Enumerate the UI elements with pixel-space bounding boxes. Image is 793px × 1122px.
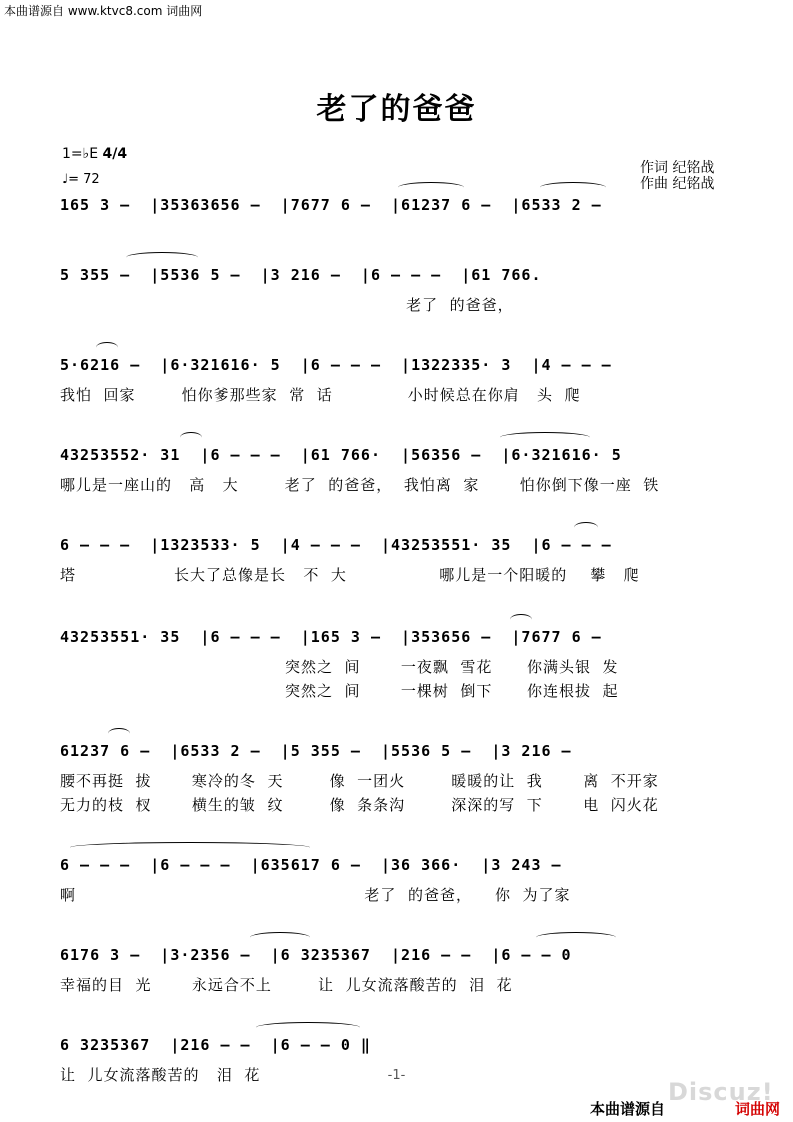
notation-line: 43253551· 35 |6 – – – |165 3 – |353656 – |7677 6 – xyxy=(60,628,602,646)
slur-mark xyxy=(536,932,616,943)
slur-mark xyxy=(180,432,202,443)
slur-mark xyxy=(256,1022,360,1033)
notation-line: 5·6216 – |6·321616· 5 |6 – – – |1322335· 3 |4 – – – xyxy=(60,356,612,374)
song-title: 老了的爸爸 xyxy=(316,92,477,127)
lyrics-line: 我怕 回家 怕你爹那些家 常 话 小时候总在你肩 头 爬 xyxy=(60,386,581,404)
slur-mark xyxy=(398,182,464,193)
lyrics-line: 塔 长大了总像是长 不 大 哪儿是一个阳暖的 攀 爬 xyxy=(60,566,640,584)
lyrics-line: 幸福的目 光 永远合不上 让 儿女流落酸苦的 泪 花 xyxy=(60,976,513,994)
notation-line: 165 3 – |35363656 – |7677 6 – |61237 6 – |6533 2 – xyxy=(60,196,602,214)
slur-mark xyxy=(540,182,606,193)
slur-mark xyxy=(126,252,198,263)
slur-mark xyxy=(96,342,118,353)
slur-mark xyxy=(574,522,598,533)
key-value: 1=♭E xyxy=(62,146,99,162)
slur-mark xyxy=(250,932,310,943)
lyrics-line: 让 儿女流落酸苦的 泪 花 xyxy=(60,1066,261,1084)
slur-mark xyxy=(108,728,130,739)
site-header-text: 本曲谱源自 www.ktvc8.com 词曲网 xyxy=(4,4,203,18)
footer-source-label: 本曲谱源自 xyxy=(590,1100,666,1118)
credits xyxy=(640,160,714,192)
lyrics-line: 啊 老了 的爸爸， 你 为了家 xyxy=(60,886,571,904)
slur-mark xyxy=(70,842,310,853)
slur-mark xyxy=(500,432,590,443)
lyrics-line: 无力的枝 杈 横生的皱 纹 像 条条沟 深深的写 下 电 闪火花 xyxy=(60,796,659,814)
lyrics-line: 哪儿是一座山的 高 大 老了 的爸爸， 我怕离 家 怕你倒下像一座 铁 xyxy=(60,476,660,494)
lyrics-line: 老了 的爸爸， xyxy=(60,296,514,314)
notation-line: 61237 6 – |6533 2 – |5 355 – |5536 5 – |3 216 – xyxy=(60,742,572,760)
page-number: -1- xyxy=(387,1068,406,1083)
lyrics-line: 突然之 间 一夜飘 雪花 你满头银 发 xyxy=(60,658,619,676)
key-signature xyxy=(62,146,127,162)
watermark-logo: Discuz! xyxy=(668,1078,774,1106)
tempo-marking: ♩= 72 xyxy=(62,172,100,187)
lyrics-line: 腰不再挺 拔 寒冷的冬 天 像 一团火 暖暖的让 我 离 不开家 xyxy=(60,772,659,790)
notation-line: 6 – – – |1323533· 5 |4 – – – |43253551· 35 |6 – – – xyxy=(60,536,612,554)
lyrics-line: 突然之 间 一棵树 倒下 你连根拔 起 xyxy=(60,682,619,700)
footer-site-logo[interactable]: 词曲网 xyxy=(735,1100,781,1118)
notation-line: 6 3235367 |216 – – |6 – – 0 ‖ xyxy=(60,1036,371,1054)
notation-line: 6 – – – |6 – – – |635617 6 – |36 366· |3 243 – xyxy=(60,856,562,874)
notation-line: 5 355 – |5536 5 – |3 216 – |6 – – – |61 766. xyxy=(60,266,542,284)
time-signature: 4/4 xyxy=(102,146,128,162)
notation-line: 43253552· 31 |6 – – – |61 766· |56356 – |6·321616· 5 xyxy=(60,446,622,464)
notation-line: 6176 3 – |3·2356 – |6 3235367 |216 – – |6 – – 0 xyxy=(60,946,572,964)
slur-mark xyxy=(510,614,532,625)
credits-composer: 作曲 纪铭战 xyxy=(640,176,715,192)
credits-lyricist: 作词 纪铭战 xyxy=(640,160,715,176)
